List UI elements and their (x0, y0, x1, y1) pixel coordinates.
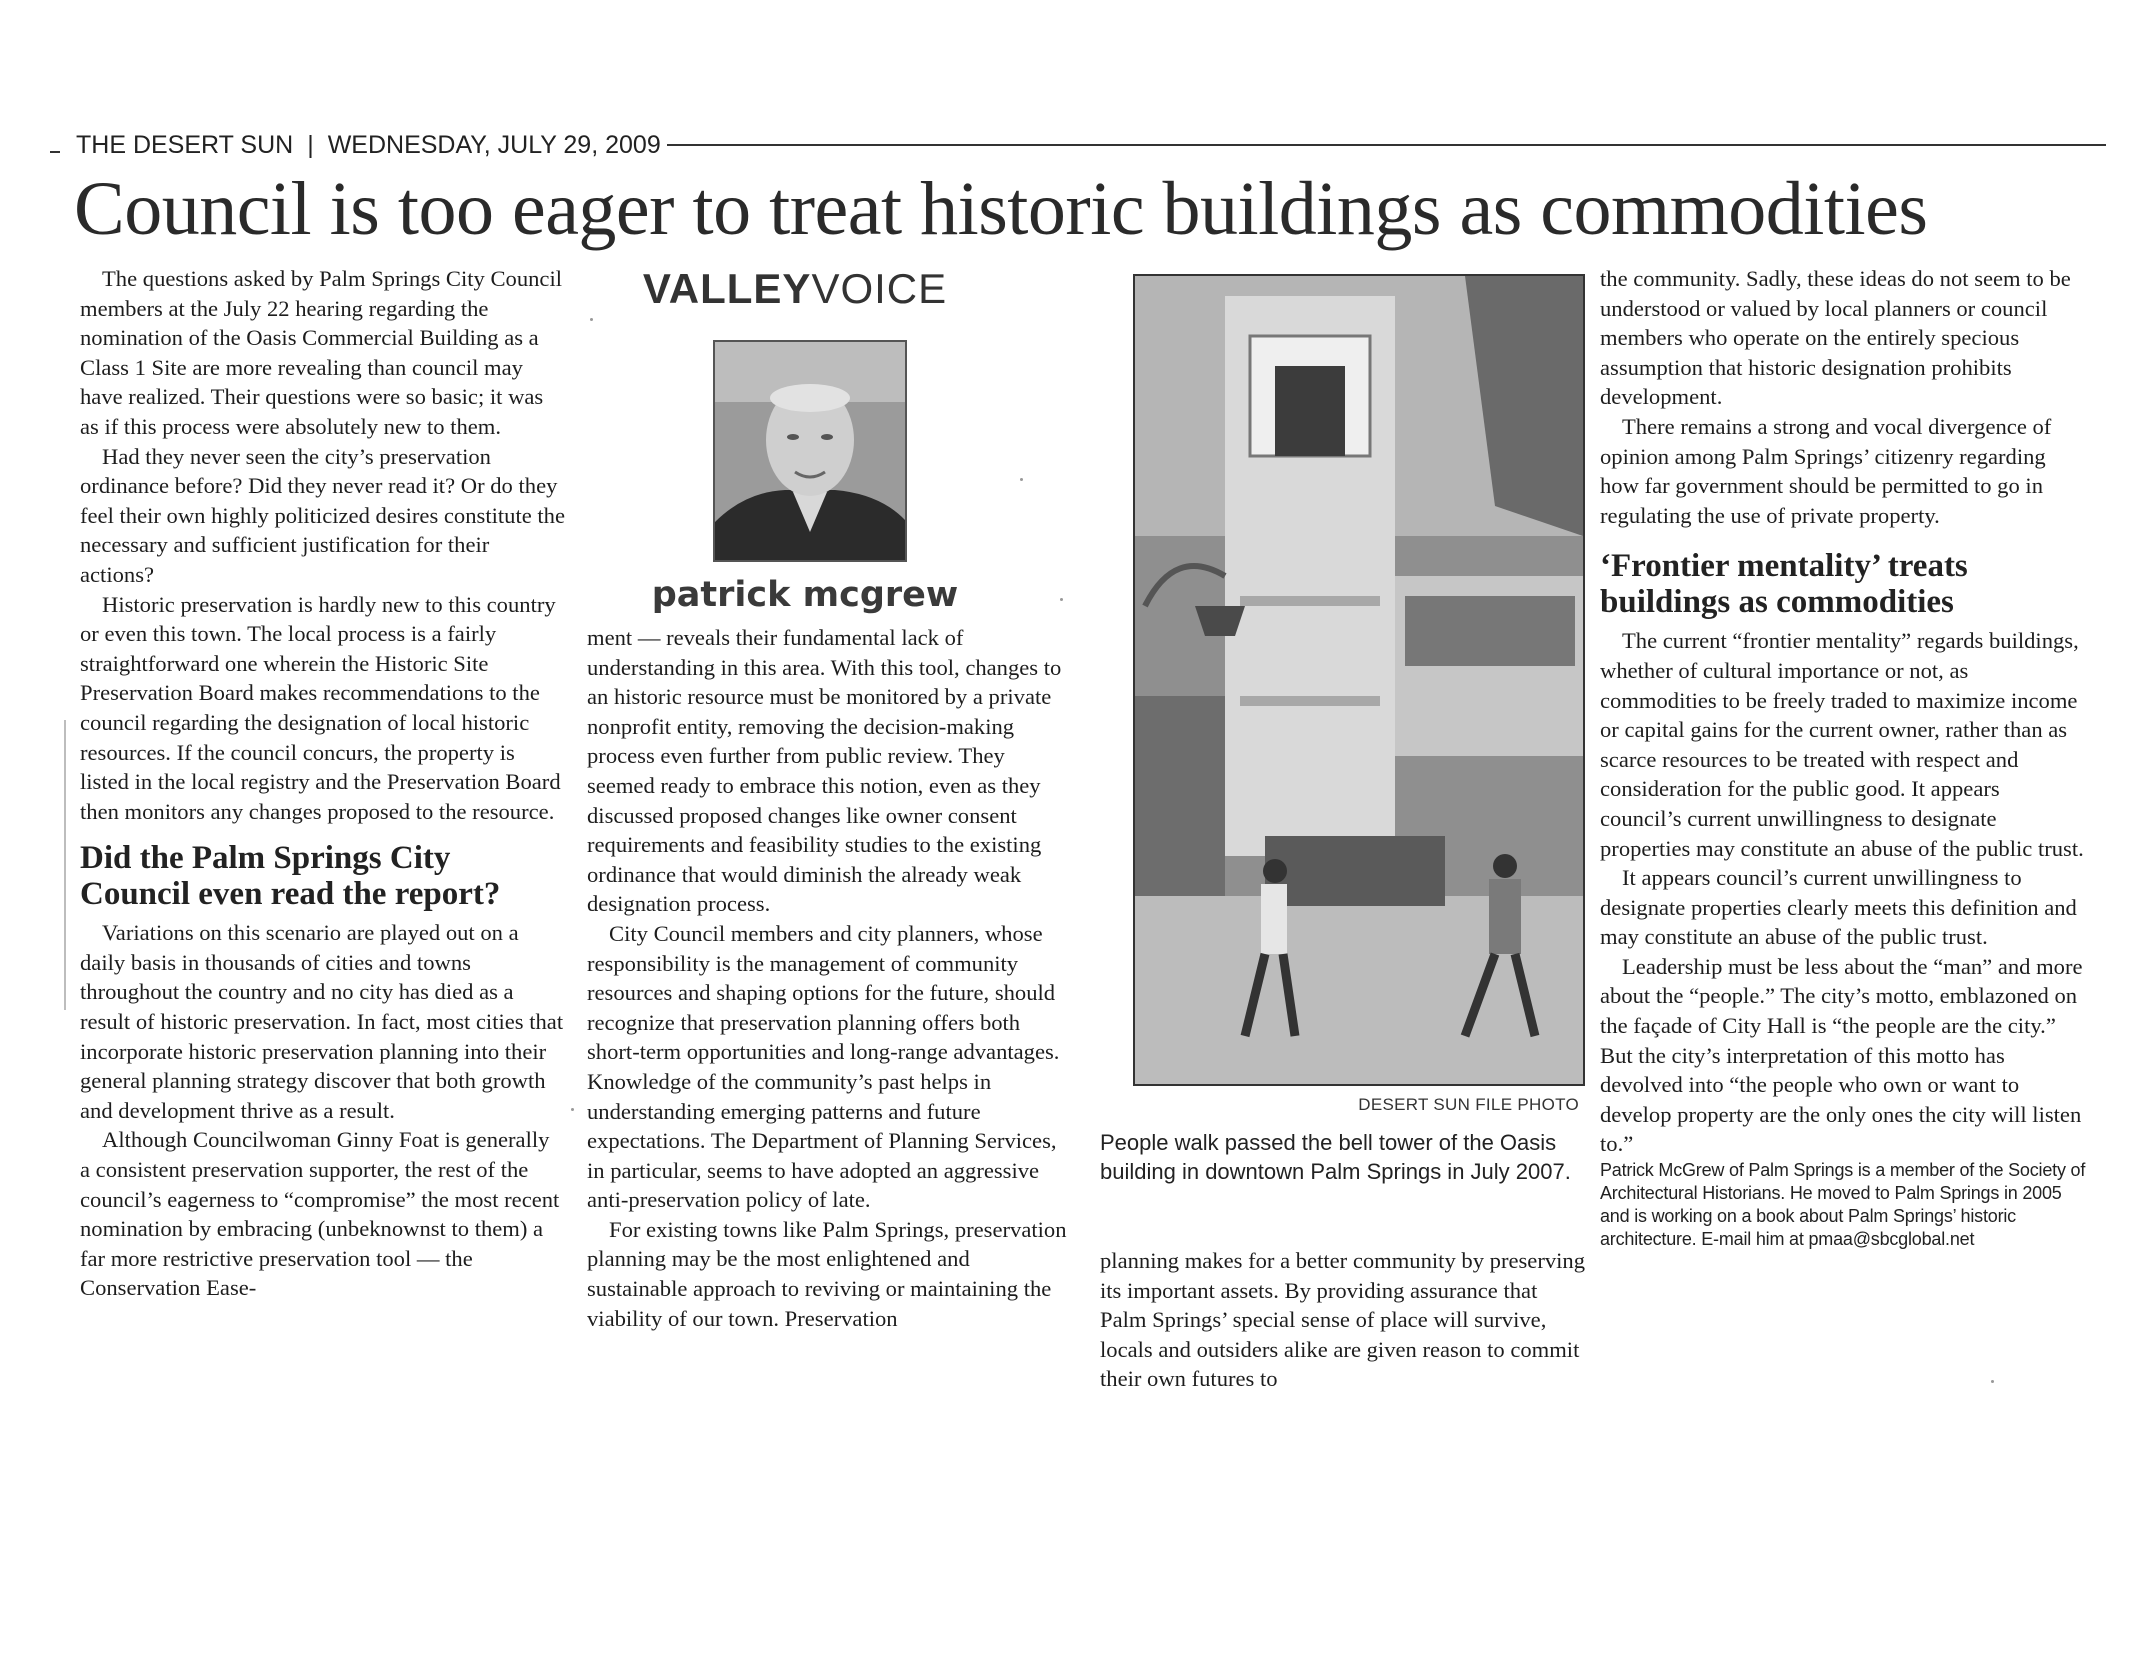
scan-speck (1991, 1380, 1994, 1383)
masthead-tick (50, 151, 60, 153)
subheading: ‘Frontier mentality’ treats buildings as commodities (1600, 548, 1968, 621)
scan-speck (590, 318, 593, 321)
issue-date: WEDNESDAY, JULY 29, 2009 (327, 130, 661, 159)
section-label (640, 265, 950, 313)
paragraph: Had they never seen the city’s preservation ordinance before? Did they never read it? Or do they feel their own highly politicized desires constitute the necessary and sufficient justification for their actions? (80, 443, 566, 587)
author-portrait (713, 340, 907, 562)
column-1 (80, 264, 565, 1303)
author-byline: patrick mcgrew (651, 575, 959, 615)
photo-caption: People walk passed the bell tower of the Oasis building in downtown Palm Springs in July 2007. (1100, 1130, 1571, 1184)
paragraph: Leadership must be less about the “man” and more about the “people.” The city’s motto, emblazoned on the façade of City Hall is “the people are the city.” But the city’s interpretation of this motto has devolved into “the people who own or want to develop property are the only ones the city will listen to.” (1600, 953, 2083, 1157)
scan-speck (571, 1108, 574, 1111)
paragraph: City Council members and city planners, whose responsibility is the management of community resources and shaping options for the future, should recognize that preservation planning offers both short-term opportunities and long-range advantages. Knowledge of the community’s past helps in understanding emerging patterns and future expectations. The Department of Planning Services, in particular, seems to have adopted an aggressive anti-preservation policy of late. (587, 920, 1060, 1213)
paragraph: Variations on this scenario are played out on a daily basis in thousands of cities and towns throughout the country and no city has died as a result of historic preservation. In fact, most cities that incorporate historic preservation planning into their general planning strategy discover that both growth and development thrive as a result. (80, 920, 564, 1123)
paragraph: the community. Sadly, these ideas do not seem to be understood or valued by local planners or council members who operate on the entirely specious assumption that historic designation prohibits development. (1600, 266, 2071, 410)
paragraph: There remains a strong and vocal divergence of opinion among Palm Springs’ citizenry regarding how far government should be permitted to go in regulating the use of private property. (1600, 413, 2052, 528)
section-label-bold: VALLEY (642, 265, 812, 312)
paragraph: ment — reveals their fundamental lack of understanding in this area. With this tool, changes to an historic resource must be monitored by a private nonprofit entity, removing the decision-making process even further from public review. They seemed ready to embrace this notion, even as they discussed proposed changes like owner consent requirements and feasibility studies to the existing ordinance that would diminish the already weak designation process. (587, 625, 1062, 917)
news-photo (1133, 274, 1585, 1086)
scan-speck (1020, 478, 1023, 481)
paragraph: The questions asked by Palm Springs City Council members at the July 22 hearing regarding the nomination of the Oasis Commercial Building as a Class 1 Site are more revealing than council may have realized. Their questions were so basic; it was as if this process were absolutely new to them. (80, 266, 563, 439)
column-3 (1100, 1246, 1586, 1394)
author-portrait-image (715, 342, 905, 560)
headline: Council is too eager to treat historic buildings as commodities (74, 167, 1928, 251)
bell-tower-photo (1135, 276, 1583, 1084)
paragraph: The current “frontier mentality” regards buildings, whether of cultural importance or not, as commodities to be freely traded to maximize income or capital gains for the current owner, rather than as scarce resources to be treated with respect and consideration for the public good. It appears council’s current unwillingness to designate properties may constitute an abuse of the public trust. (1600, 628, 2084, 861)
paragraph: Although Councilwoman Ginny Foat is generally a consistent preservation supporter, the rest of the council’s eagerness to “compromise” the most recent nomination by embracing (unbeknownst to them) a far more restrictive preservation tool — the Conservation Ease- (80, 1127, 560, 1301)
section-label-light: VOICE (811, 265, 948, 312)
paragraph: Historic preservation is hardly new to this country or even this town. The local process is a fairly straightforward one wherein the Historic Site Preservation Board makes recommendations to the council regarding the designation of local historic resources. If the council concurs, the property is listed in the local registry and the Preservation Board then monitors any changes proposed to the resource. (80, 591, 561, 824)
author-bio: Patrick McGrew of Palm Springs is a member of the Society of Architectural Historians. He moved to Palm Springs in 2005 and is working on a book about Palm Springs’ historic architecture. E-mail him at pmaa@sbcglobal.net (1600, 1160, 2086, 1250)
paper-name: THE DESERT SUN (76, 130, 294, 159)
subheading: Did the Palm Springs City Council even read the report? (80, 840, 501, 913)
scan-edge-mark (64, 720, 66, 1010)
masthead (76, 128, 2106, 162)
scan-speck (1060, 598, 1063, 601)
masthead-rule (667, 144, 2106, 146)
paragraph: For existing towns like Palm Springs, preservation planning may be the most enlightened and sustainable approach to reviving or maintaining the viability of our town. Preservation (587, 1216, 1067, 1331)
photo-credit: DESERT SUN FILE PHOTO (1358, 1095, 1579, 1114)
masthead-separator: | (307, 130, 314, 159)
paragraph: It appears council’s current unwillingness to designate properties clearly meets this definition and may constitute an abuse of the public trust. (1600, 865, 2077, 950)
column-4 (1600, 264, 2086, 1251)
paragraph: planning makes for a better community by preserving its important assets. By providing assurance that Palm Springs’ special sense of place will survive, locals and outsiders alike are given reason to commit their own futures to (1100, 1248, 1586, 1392)
column-2 (587, 623, 1075, 1333)
